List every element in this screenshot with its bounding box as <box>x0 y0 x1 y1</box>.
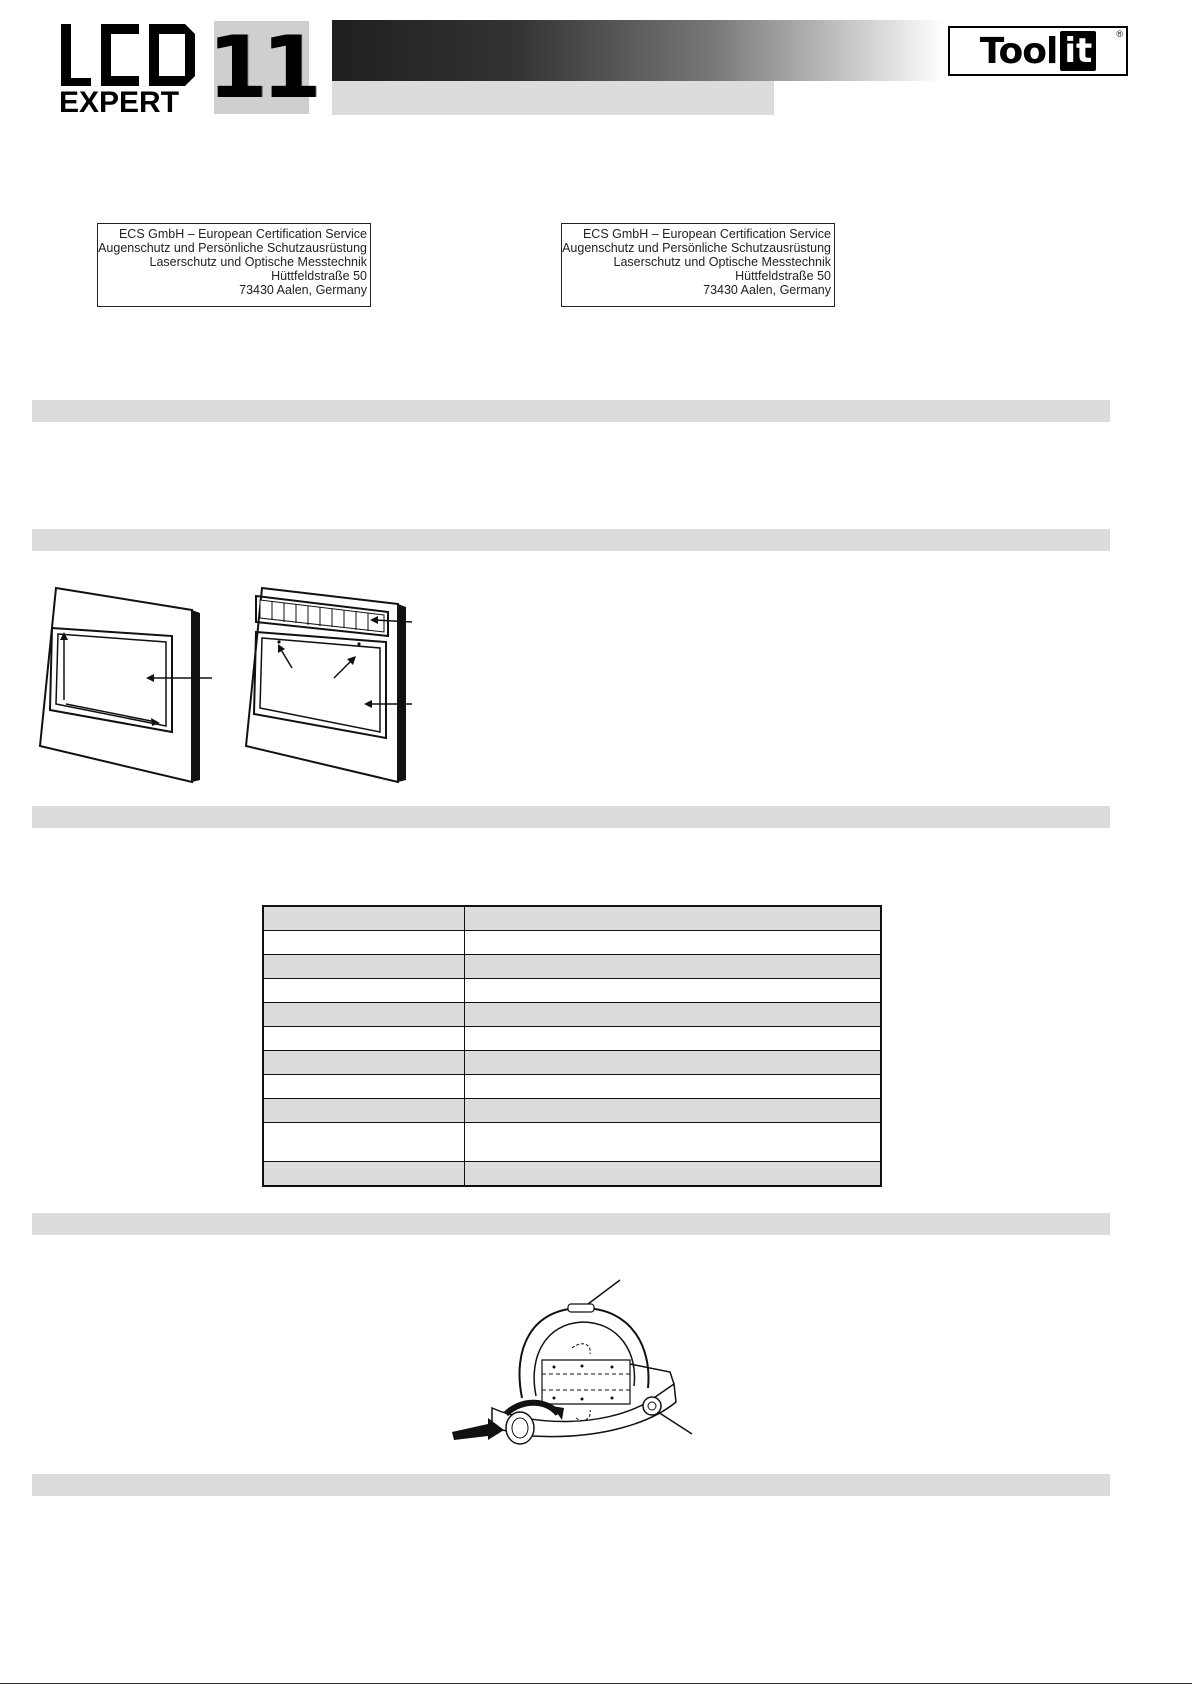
lcd-expert-logo <box>57 22 200 114</box>
section-bar-5 <box>32 1474 1110 1496</box>
section-bar-3 <box>32 806 1110 828</box>
table-cell <box>263 931 465 955</box>
table-row <box>263 1027 881 1051</box>
adf-cartridge-figure <box>246 588 412 782</box>
model-number-badge <box>207 17 316 118</box>
cert-line: ECS GmbH – European Certification Service <box>582 227 831 241</box>
table-cell <box>263 1027 465 1051</box>
table-row <box>263 1003 881 1027</box>
table-cell <box>465 906 882 931</box>
cert-line: Hüttfeldstraße 50 <box>735 269 831 283</box>
table-cell <box>263 1003 465 1027</box>
logo-expert-text: EXPERT <box>59 86 180 114</box>
table-cell <box>263 1075 465 1099</box>
table-row <box>263 1123 881 1162</box>
certification-box-left <box>97 223 371 307</box>
table-cell <box>263 1099 465 1123</box>
toolit-brand-logo <box>948 26 1128 76</box>
cert-line: ECS GmbH – European Certification Service <box>118 227 367 241</box>
cert-line: Augenschutz und Persönliche Schutzausrüstung <box>98 241 367 255</box>
brand-part-tool: Tool <box>979 30 1058 72</box>
table-cell <box>465 931 882 955</box>
model-number: 11 <box>207 17 316 118</box>
table-cell <box>465 955 882 979</box>
cert-line: Laserschutz und Optische Messtechnik <box>613 255 831 269</box>
brand-part-it: it <box>1060 31 1096 71</box>
table-cell <box>465 1075 882 1099</box>
header-gradient-bar <box>332 20 944 81</box>
table-cell <box>263 1162 465 1187</box>
certification-box-right <box>561 223 835 307</box>
cert-line: Laserschutz und Optische Messtechnik <box>149 255 367 269</box>
header-subtitle-bar <box>332 81 774 115</box>
cert-line: 73430 Aalen, Germany <box>239 283 367 297</box>
cert-line: Augenschutz und Persönliche Schutzausrüstung <box>562 241 831 255</box>
table-cell <box>465 1162 882 1187</box>
table-cell <box>465 979 882 1003</box>
table-row <box>263 906 881 931</box>
table-cell <box>263 979 465 1003</box>
table-row <box>263 931 881 955</box>
table-row <box>263 1075 881 1099</box>
cert-line: 73430 Aalen, Germany <box>703 283 831 297</box>
table-cell <box>465 1123 882 1162</box>
table-cell <box>465 1099 882 1123</box>
table-cell <box>263 955 465 979</box>
cert-line: Hüttfeldstraße 50 <box>271 269 367 283</box>
section-bar-1 <box>32 400 1110 422</box>
registered-mark: ® <box>1116 29 1123 39</box>
table-row <box>263 1162 881 1187</box>
section-bar-2 <box>32 529 1110 551</box>
table-cell <box>465 1003 882 1027</box>
front-cover-lens-figure <box>40 588 212 782</box>
section-bar-4 <box>32 1213 1110 1235</box>
table-row <box>263 1099 881 1123</box>
footer-rule <box>0 1683 1192 1684</box>
table-row <box>263 955 881 979</box>
headgear-diagram <box>452 1278 712 1458</box>
table-cell <box>263 906 465 931</box>
table-row <box>263 979 881 1003</box>
table-row <box>263 1051 881 1075</box>
table-cell <box>263 1123 465 1162</box>
filter-cartridge-diagram <box>36 582 416 786</box>
table-cell <box>465 1027 882 1051</box>
table-cell <box>465 1051 882 1075</box>
table-cell <box>263 1051 465 1075</box>
specification-table <box>262 905 882 1187</box>
